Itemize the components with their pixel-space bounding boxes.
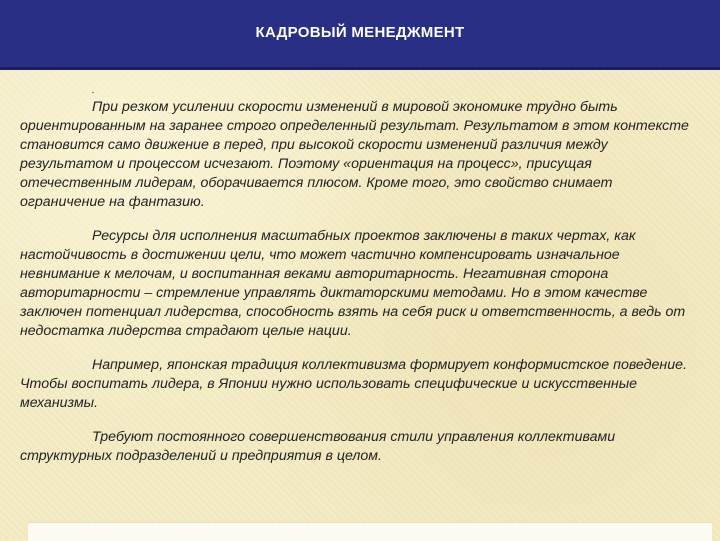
paragraph-4: Требуют постоянного совершенствования стили управления коллективами структурных подразделений и предприятия в целом. <box>20 429 616 464</box>
paragraph-2: Ресурсы для исполнения масштабных проектов заключены в таких чертах, как настойчивость в достижении цели, что может частично компенсировать изначальное невнимание к мелочам, и воспитанная веками авторитарность. Негативная сторона авторитарности – стремление управлять диктаторскими методами. Но в этом качестве заключен потенциал лидерства, способность взять на себя риск и ответственность, а ведь от недостатка лидерства страдают целые нации. <box>20 228 686 339</box>
paragraph-3: Например, японская традиция коллективизма формирует конформистское поведение. Чтобы воспитать лидера, в Японии нужно использовать специфические и искусственные механизмы. <box>20 357 687 411</box>
bullet-marker: . <box>92 85 95 96</box>
body-text <box>20 86 700 481</box>
paragraph-1: При резком усилении скорости изменений в мировой экономике трудно быть ориентированным на заранее строго определенный результат. Результатом в этом контексте становится само движение в перед, при высокой скорости изменений различия между результатом и процессом исчезают. Поэтому «ориентация на процесс», присущая отечественным лидерам, оборачивается плюсом. Кроме того, это свойство снимает ограничение на фантазию. <box>20 99 689 210</box>
page-title: КАДРОВЫЙ МЕНЕДЖМЕНТ <box>255 24 465 41</box>
title-bar <box>0 0 720 70</box>
footer-strip <box>28 522 712 541</box>
